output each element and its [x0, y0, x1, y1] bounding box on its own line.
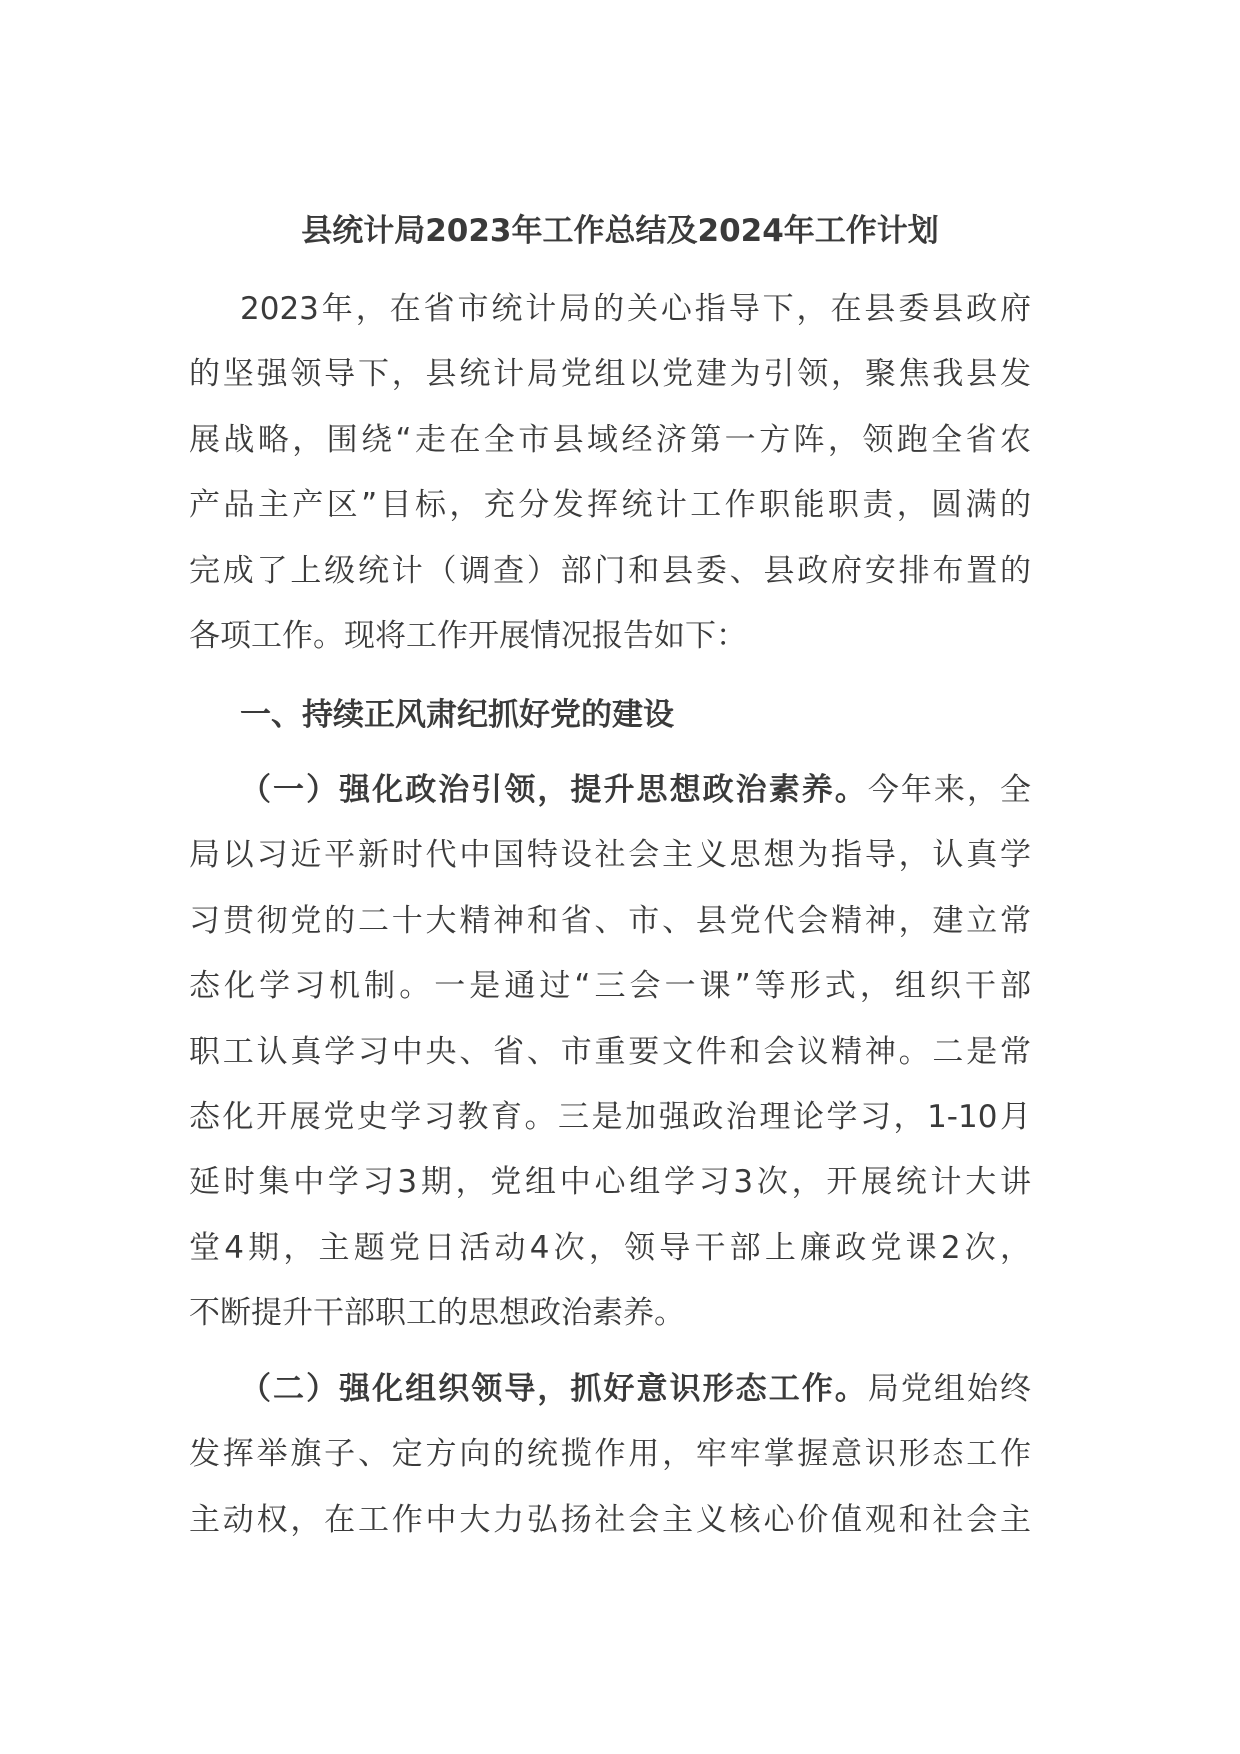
intro-paragraph [189, 277, 1031, 669]
document-title: 县统计局2023年工作总结及2024年工作计划 [301, 213, 939, 249]
text-line: 堂4期，主题党日活动4次，领导干部上廉政党课2次， [189, 1229, 1031, 1266]
text-line: 不断提升干部职工的思想政治素养。 [189, 1295, 685, 1332]
text-line: 职工认真学习中央、省、市重要文件和会议精神。二是常 [189, 1033, 1031, 1070]
text-line: 的坚强领导下，县统计局党组以党建为引领，聚焦我县发 [189, 356, 1031, 393]
subsection-1-paragraph [189, 758, 1031, 1347]
text-line [189, 1357, 1031, 1422]
subsection-heading: （一）强化政治引领，提升思想政治素养。 [240, 772, 868, 808]
text-line: 态化开展党史学习教育。三是加强政治理论学习，1-10月 [189, 1098, 1031, 1135]
subsection-heading: （二）强化组织领导，抓好意识形态工作。 [240, 1371, 868, 1407]
section-heading-text: 一、持续正风肃纪抓好党的建设 [240, 697, 674, 733]
text-line: 展战略，围绕“走在全市县域经济第一方阵，领跑全省农 [189, 421, 1031, 458]
text-run: 局党组始终 [867, 1371, 1032, 1407]
text-line: 完成了上级统计（调查）部门和县委、县政府安排布置的 [189, 552, 1031, 589]
subsection-2-paragraph [189, 1357, 1031, 1553]
text-line: 态化学习机制。一是通过“三会一课”等形式，组织干部 [189, 968, 1031, 1005]
text-line: 习贯彻党的二十大精神和省、市、县党代会精神，建立常 [189, 902, 1031, 939]
text-line: 发挥举旗子、定方向的统揽作用，牢牢掌握意识形态工作 [189, 1436, 1031, 1473]
text-line: 产品主产区”目标，充分发挥统计工作职能职责，圆满的 [189, 487, 1031, 524]
text-line: 局以习近平新时代中国特设社会主义思想为指导，认真学 [189, 837, 1031, 874]
text-line: 延时集中学习3期，党组中心组学习3次，开展统计大讲 [189, 1164, 1031, 1201]
text-line: 2023年，在省市统计局的关心指导下，在县委县政府 [240, 291, 1031, 327]
text-line: 主动权，在工作中大力弘扬社会主义核心价值观和社会主 [189, 1501, 1031, 1538]
section-heading-1 [189, 683, 1031, 748]
text-run: 今年来，全 [867, 772, 1032, 808]
text-line [189, 758, 1031, 823]
text-line: 各项工作。现将工作开展情况报告如下： [189, 617, 747, 654]
